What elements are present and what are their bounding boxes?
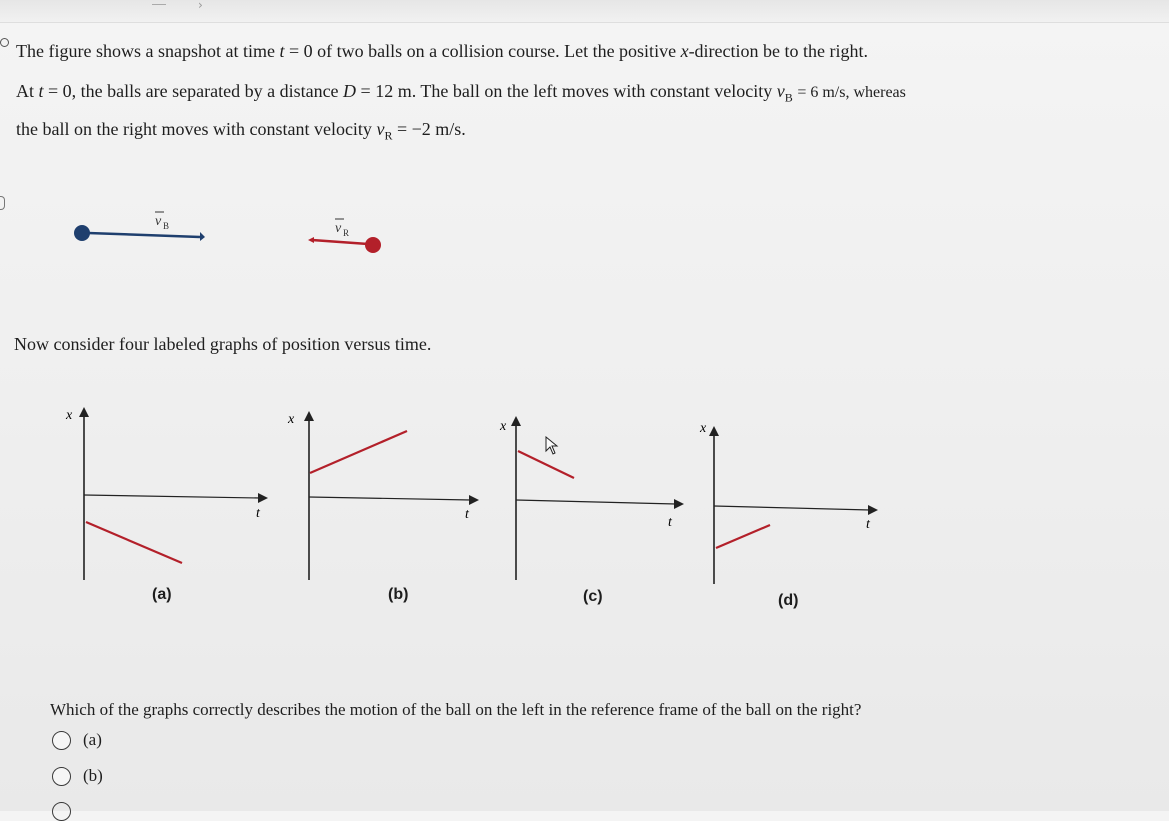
x-axis-label: t bbox=[465, 507, 469, 522]
left-arrowhead bbox=[200, 232, 205, 241]
right-vector-sub: R bbox=[343, 228, 350, 238]
var-D: D bbox=[343, 81, 357, 101]
option-c-radio[interactable] bbox=[52, 802, 71, 821]
text: the ball on the right moves with constant velocity bbox=[16, 119, 372, 139]
position-line bbox=[310, 431, 407, 473]
graph-a bbox=[60, 405, 280, 585]
x-axis bbox=[714, 506, 870, 510]
prompt-text: Now consider four labeled graphs of position versus time. bbox=[14, 334, 432, 354]
text: of two balls on a collision course. Let the positive bbox=[317, 41, 677, 61]
option-a-radio[interactable] bbox=[52, 731, 71, 750]
graph-d-label: (d) bbox=[778, 592, 799, 609]
x-axis bbox=[516, 500, 676, 504]
graph-c bbox=[492, 410, 712, 585]
option-a[interactable] bbox=[52, 730, 102, 750]
faded-toolbar-icon bbox=[152, 4, 166, 8]
y-axis-label: x bbox=[66, 408, 73, 423]
x-arrowhead bbox=[469, 495, 479, 505]
x-arrowhead bbox=[674, 499, 684, 509]
left-ball bbox=[74, 225, 90, 241]
y-axis-label: x bbox=[700, 421, 707, 436]
browser-top-edge bbox=[0, 0, 1169, 23]
var-x: x bbox=[680, 41, 689, 61]
text: = 12 m. The ball on the left moves with constant velocity bbox=[360, 81, 773, 101]
text: = 6 m/s, whereas bbox=[797, 84, 906, 101]
margin-bracket-icon bbox=[0, 196, 5, 210]
x-axis-label: t bbox=[866, 517, 870, 532]
text: At bbox=[16, 81, 34, 101]
var-t: t bbox=[38, 81, 44, 101]
x-axis bbox=[84, 495, 260, 498]
y-axis-label: x bbox=[500, 419, 507, 434]
right-velocity-arrow bbox=[312, 240, 368, 244]
y-arrowhead bbox=[709, 426, 719, 436]
graph-d bbox=[690, 412, 890, 587]
graphs-prompt bbox=[14, 333, 431, 355]
option-b-label: (b) bbox=[83, 766, 103, 785]
chevron-icon: › bbox=[198, 0, 203, 12]
text: = 0 bbox=[288, 41, 313, 61]
x-axis-label: t bbox=[668, 515, 672, 530]
position-line bbox=[716, 525, 770, 548]
x-arrowhead bbox=[868, 505, 878, 515]
x-axis-label: t bbox=[256, 506, 260, 521]
text: = 0, the balls are separated by a distance bbox=[48, 81, 339, 101]
option-b-radio[interactable] bbox=[52, 767, 71, 786]
text: -direction be to the right. bbox=[688, 41, 869, 61]
y-arrowhead bbox=[511, 416, 521, 426]
y-arrowhead bbox=[79, 407, 89, 417]
text: The figure shows a snapshot at time bbox=[16, 41, 275, 61]
x-arrowhead bbox=[258, 493, 268, 503]
graph-a-label: (a) bbox=[152, 586, 172, 603]
problem-line-3 bbox=[16, 118, 466, 147]
graph-c-label: (c) bbox=[583, 588, 603, 605]
option-b[interactable] bbox=[52, 766, 103, 786]
text: = −2 m/s. bbox=[396, 119, 466, 139]
graph-b bbox=[285, 405, 505, 585]
mouse-cursor-icon bbox=[545, 436, 561, 456]
question-text: Which of the graphs correctly describes the motion of the ball on the left in the reference frame of the ball on the right? bbox=[50, 700, 862, 719]
y-arrowhead bbox=[304, 411, 314, 421]
problem-line-1 bbox=[16, 40, 868, 62]
var-v: v bbox=[776, 81, 785, 101]
problem-line-2 bbox=[16, 80, 906, 109]
left-velocity-arrow bbox=[88, 233, 200, 237]
margin-bullet-icon bbox=[0, 38, 9, 47]
graph-b-label: (b) bbox=[388, 586, 409, 603]
var-t: t bbox=[279, 41, 285, 61]
var-v: v bbox=[376, 119, 385, 139]
balls-diagram bbox=[60, 205, 400, 265]
right-ball bbox=[365, 237, 381, 253]
left-vector-sub: B bbox=[163, 221, 170, 231]
x-axis bbox=[309, 497, 471, 500]
right-vector-label: v bbox=[335, 221, 342, 236]
left-vector-label: v bbox=[155, 214, 162, 229]
subscript: R bbox=[384, 128, 393, 143]
position-line bbox=[86, 522, 182, 563]
y-axis-label: x bbox=[288, 412, 295, 427]
option-a-label: (a) bbox=[83, 730, 102, 749]
subscript: B bbox=[784, 90, 793, 105]
